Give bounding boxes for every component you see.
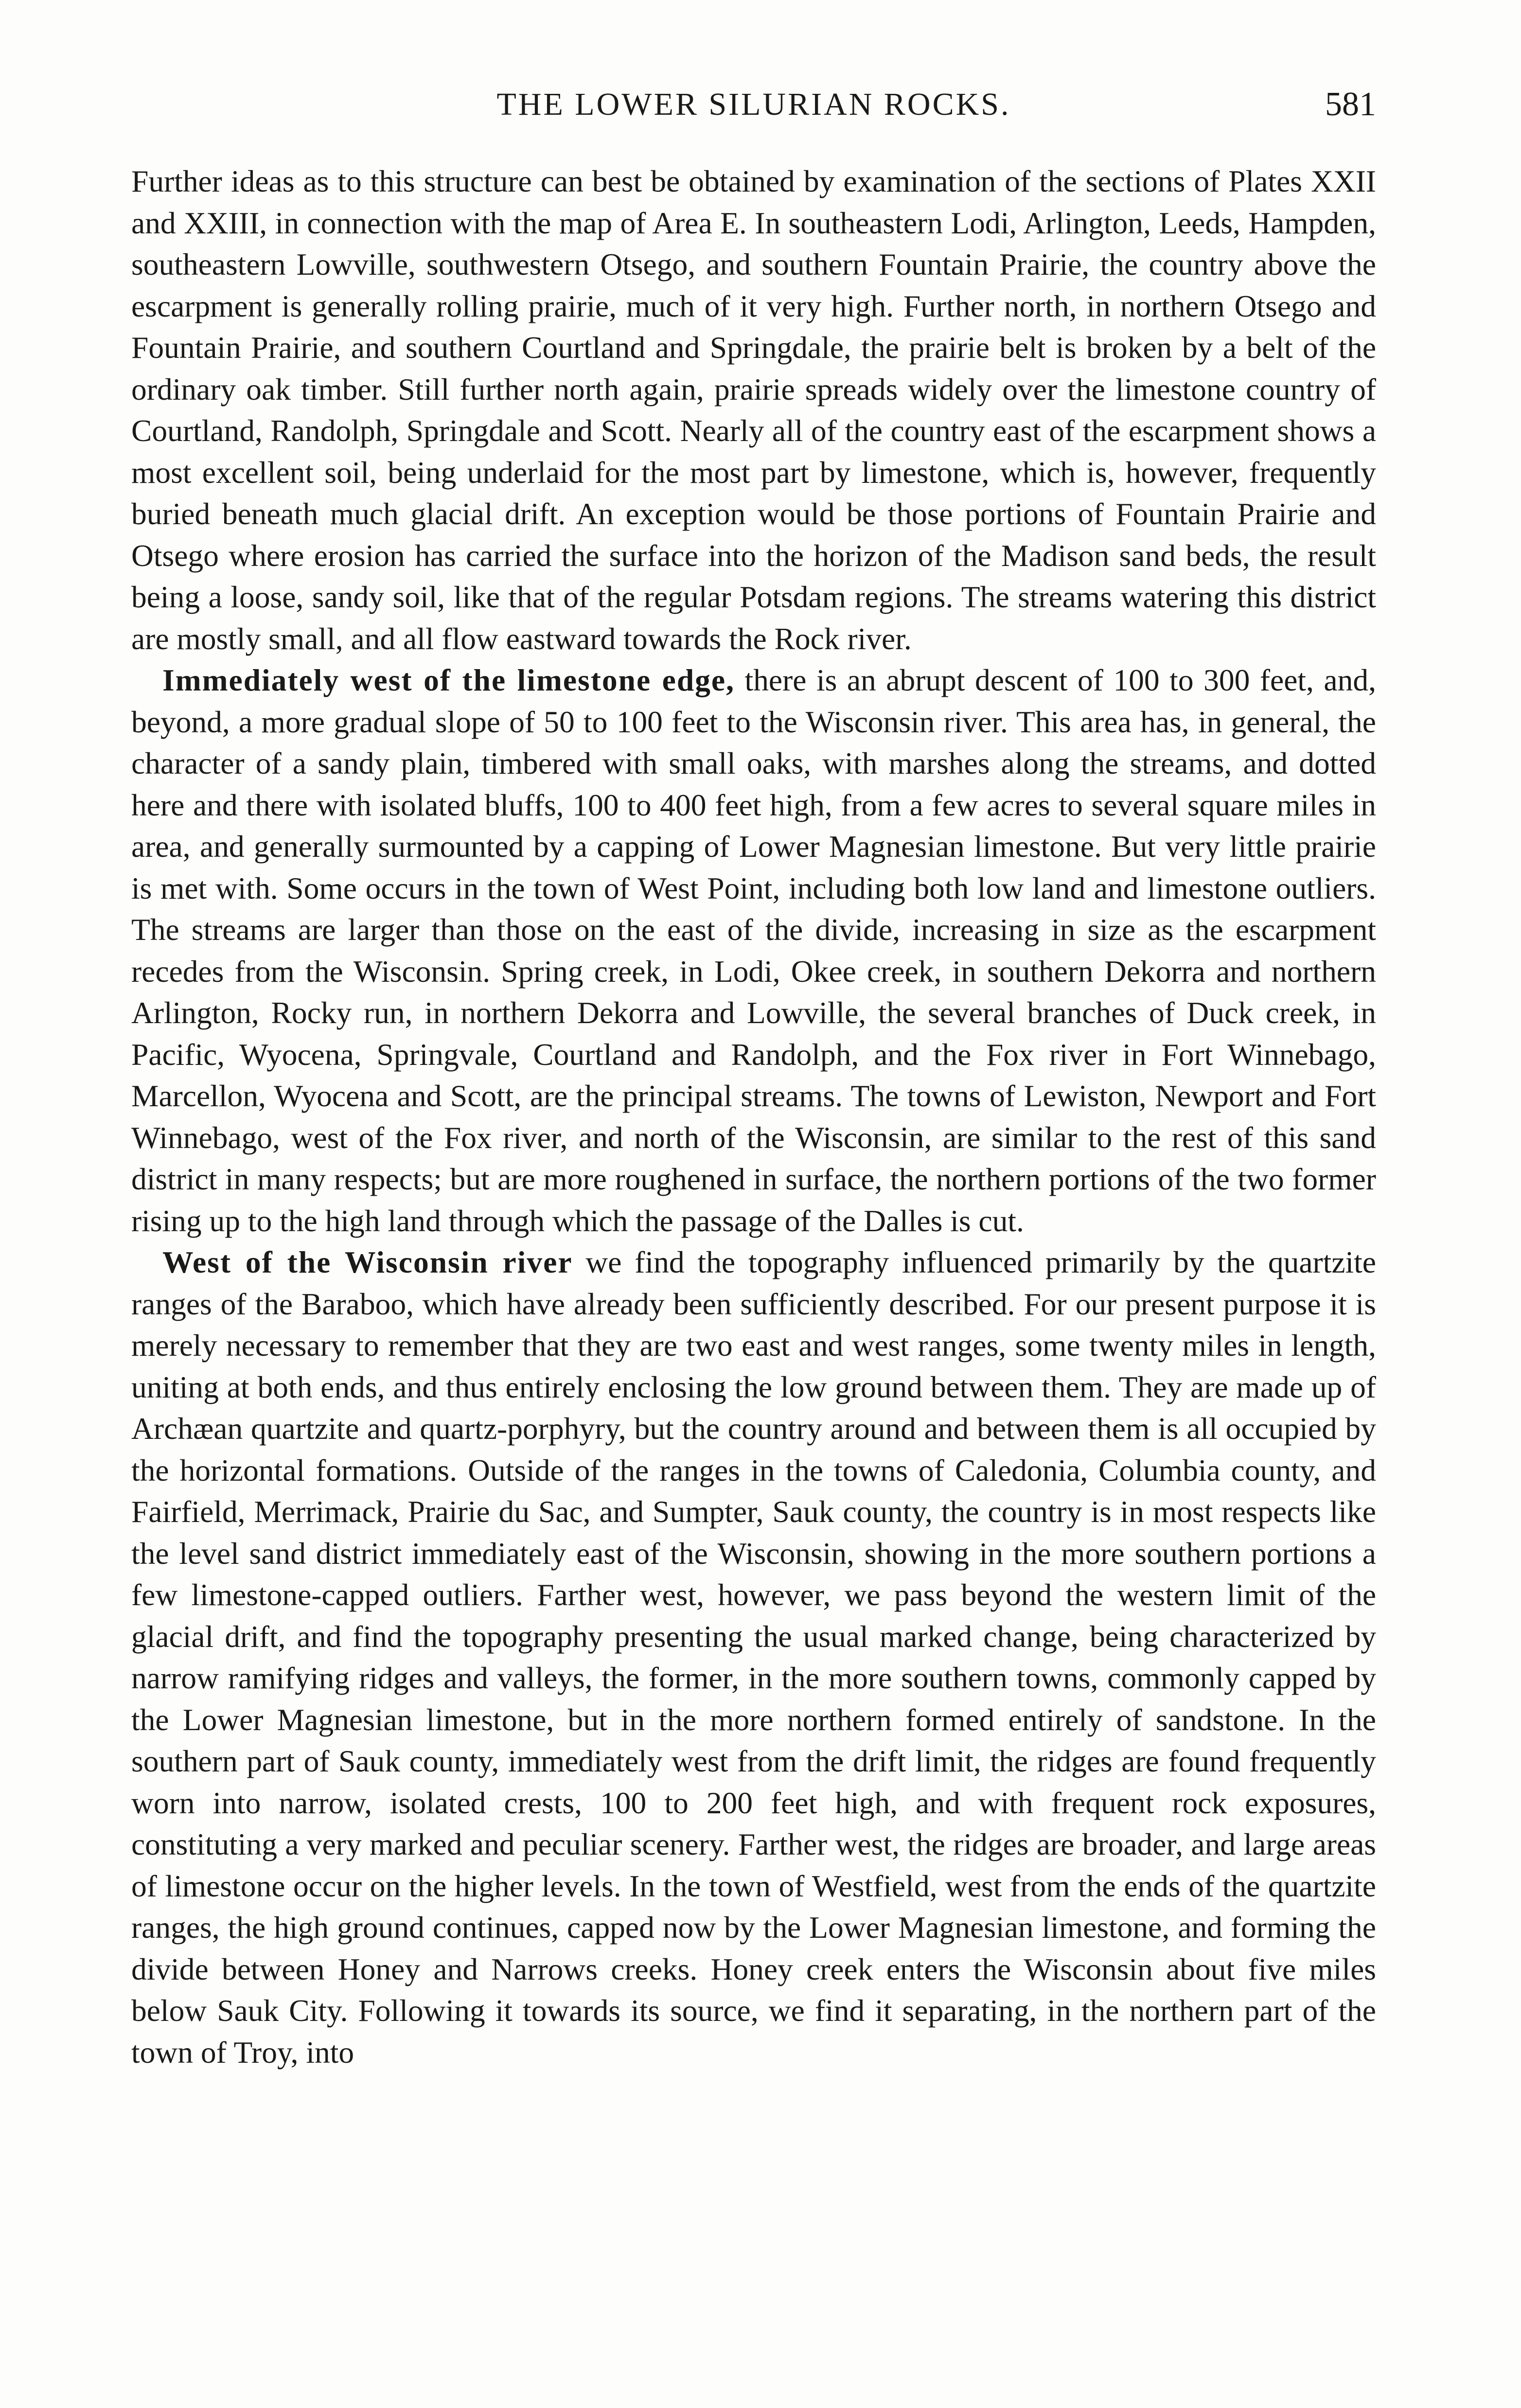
paragraph-west-of-limestone-edge <box>131 659 1376 1241</box>
running-head <box>131 83 1376 126</box>
page-number: 581 <box>1325 86 1376 123</box>
paragraph-text: Further ideas as to this structure can best be obtained by examination of the sections of Plates XXII and XXIII, in connection with the map of Area E. In southeastern Lodi, Arlington, Leeds, Hampden, southeastern Lowville, southwestern Otsego, and southern Fountain Prairie, the country above the escarpment is generally rolling prairie, much of it very high. Further north, in northern Otsego and Fountain Prairie, and southern Courtland and Springdale, the prairie belt is broken by a belt of the ordinary oak timber. Still further north again, prairie spreads widely over the limestone country of Courtland, Randolph, Springdale and Scott. Nearly all of the country east of the escarpment shows a most excellent soil, being underlaid for the most part by limestone, which is, however, frequently buried beneath much glacial drift. An exception would be those portions of Fountain Prairie and Otsego where erosion has carried the surface into the horizon of the Madison sand beds, the result being a loose, sandy soil, like that of the regular Potsdam regions. The streams watering this district are mostly small, and all flow eastward towards the Rock river. <box>131 164 1376 656</box>
paragraph-text: we find the topography influenced primarily by the quartzite ranges of the Baraboo, which have already been sufficiently described. For our present purpose it is merely necessary to remember that they are two east and west ranges, some twenty miles in length, uniting at both ends, and thus entirely enclosing the low ground between them. They are made up of Archæan quartzite and quartz-porphyry, but the country around and between them is all occupied by the horizontal formations. Outside of the ranges in the towns of Caledonia, Columbia county, and Fairfield, Merrimack, Prairie du Sac, and Sumpter, Sauk county, the country is in most respects like the level sand district immediately east of the Wisconsin, showing in the more southern portions a few limestone-capped outliers. Farther west, however, we pass beyond the western limit of the glacial drift, and find the topography presenting the usual marked change, being characterized by narrow ramifying ridges and valleys, the former, in the more southern towns, commonly capped by the Lower Magnesian limestone, but in the more northern formed entirely of sandstone. In the southern part of Sauk county, immediately west from the drift limit, the ridges are found frequently worn into narrow, isolated crests, 100 to 200 feet high, and with frequent rock exposures, constituting a very marked and peculiar scenery. Farther west, the ridges are broader, and large areas of limestone occur on the higher levels. In the town of Westfield, west from the ends of the quartzite ranges, the high ground continues, capped now by the Lower Magnesian limestone, and forming the divide between Honey and Narrows creeks. Honey creek enters the Wisconsin about five miles below Sauk City. Following it towards its source, we find it separating, in the northern part of the town of Troy, into <box>131 1245 1376 2070</box>
body-text <box>131 160 1376 2073</box>
paragraph-structure-overview <box>131 160 1376 659</box>
paragraph-text: there is an abrupt descent of 100 to 300 feet, and, beyond, a more gradual slope of 50 to 100 feet to the Wisconsin river. This area has, in general, the character of a sandy plain, timbered with small oaks, with marshes along the streams, and dotted here and there with isolated bluffs, 100 to 400 feet high, from a few acres to several square miles in area, and generally surmounted by a capping of Lower Magnesian limestone. But very little prairie is met with. Some occurs in the town of West Point, including both low land and limestone outliers. The streams are larger than those on the east of the divide, increasing in size as the escarpment recedes from the Wisconsin. Spring creek, in Lodi, Okee creek, in southern Dekorra and northern Arlington, Rocky run, in northern Dekorra and Lowville, the several branches of Duck creek, in Pacific, Wyocena, Springvale, Courtland and Randolph, and the Fox river in Fort Winnebago, Marcellon, Wyocena and Scott, are the principal streams. The towns of Lewiston, Newport and Fort Winnebago, west of the Fox river, and north of the Wisconsin, are similar to the rest of this sand district in many respects; but are more roughened in surface, the northern portions of the two former rising up to the high land through which the passage of the Dalles is cut. <box>131 663 1376 1238</box>
paragraph-lead: Immediately west of the limestone edge, <box>162 663 735 697</box>
running-head-title: THE LOWER SILURIAN ROCKS. <box>496 87 1011 122</box>
paragraph-lead: West of the Wisconsin river <box>162 1245 573 1279</box>
paragraph-west-of-wisconsin-river <box>131 1241 1376 2073</box>
